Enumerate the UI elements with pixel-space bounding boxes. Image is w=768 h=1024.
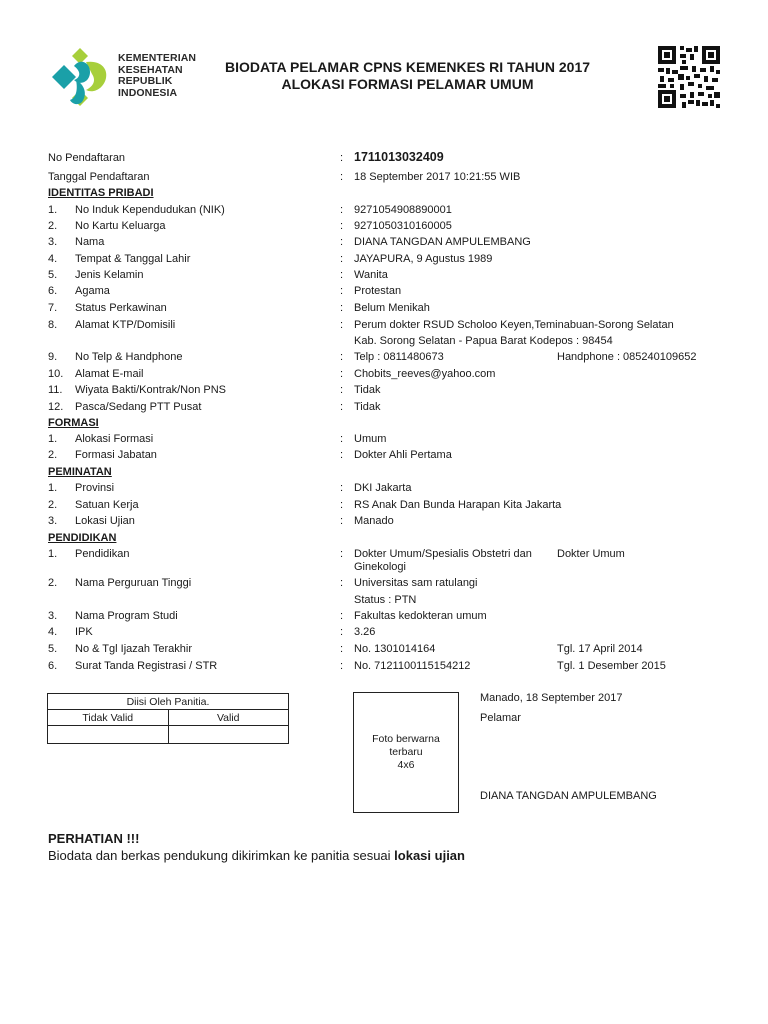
colon: : xyxy=(340,643,344,655)
row-number: 1. xyxy=(48,548,58,560)
panitia-header: Diisi Oleh Panitia. xyxy=(48,694,289,710)
nik-value: 9271054908890001 xyxy=(354,204,452,216)
photo-placeholder xyxy=(353,692,459,813)
colon: : xyxy=(340,152,344,164)
colon: : xyxy=(340,302,344,314)
pendidikan-label: Pendidikan xyxy=(75,548,130,560)
row-number: 2. xyxy=(48,499,58,511)
row-number: 1. xyxy=(48,482,58,494)
row-number: 3. xyxy=(48,236,58,248)
row-number: 4. xyxy=(48,626,58,638)
provinsi-label: Provinsi xyxy=(75,482,115,494)
row-number: 4. xyxy=(48,253,58,265)
logo-text xyxy=(118,53,196,99)
str-label: Surat Tanda Registrasi / STR xyxy=(75,660,218,672)
colon: : xyxy=(340,285,344,297)
colon: : xyxy=(340,515,344,527)
perhatian-title: PERHATIAN !!! xyxy=(48,831,140,846)
perhatian-text: Biodata dan berkas pendukung dikirimkan ke panitia sesuai xyxy=(48,848,395,863)
colon: : xyxy=(340,269,344,281)
panitia-table xyxy=(47,693,289,744)
tidak-valid-cell[interactable] xyxy=(48,726,169,744)
row-number: 3. xyxy=(48,515,58,527)
tanggal-pendaftaran-label: Tanggal Pendaftaran xyxy=(48,171,150,183)
perhatian-body xyxy=(48,848,465,863)
section-identitas: IDENTITAS PRIBADI xyxy=(48,187,154,199)
jenis-kelamin-label: Jenis Kelamin xyxy=(75,269,144,281)
no-pendaftaran-value: 1711013032409 xyxy=(354,150,444,164)
colon: : xyxy=(340,220,344,232)
section-formasi: FORMASI xyxy=(48,417,99,429)
ptt-pusat-label: Pasca/Sedang PTT Pusat xyxy=(75,401,202,413)
kk-value: 9271050310160005 xyxy=(354,220,452,232)
provinsi-value: DKI Jakarta xyxy=(354,482,412,494)
pendidikan-value2: Dokter Umum xyxy=(557,548,625,560)
wiyata-bakti-value: Tidak xyxy=(354,384,381,396)
row-number: 10. xyxy=(48,368,64,380)
logo-line: REPUBLIK xyxy=(118,75,173,87)
tidak-valid-header: Tidak Valid xyxy=(48,710,169,726)
colon: : xyxy=(340,236,344,248)
nama-value: DIANA TANGDAN AMPULEMBANG xyxy=(354,236,531,248)
perguruan-tinggi-status: Status : PTN xyxy=(354,594,417,606)
ptt-pusat-value: Tidak xyxy=(354,401,381,413)
nama-label: Nama xyxy=(75,236,105,248)
kk-label: No Kartu Keluarga xyxy=(75,220,166,232)
jenis-kelamin-value: Wanita xyxy=(354,269,388,281)
ijazah-date: Tgl. 17 April 2014 xyxy=(557,643,643,655)
row-number: 2. xyxy=(48,577,58,589)
colon: : xyxy=(340,368,344,380)
row-number: 7. xyxy=(48,302,58,314)
agama-value: Protestan xyxy=(354,285,402,297)
satuan-kerja-label: Satuan Kerja xyxy=(75,499,139,511)
ipk-label: IPK xyxy=(75,626,93,638)
colon: : xyxy=(340,253,344,265)
colon: : xyxy=(340,548,344,560)
no-pendaftaran-label: No Pendaftaran xyxy=(48,152,126,164)
row-number: 5. xyxy=(48,643,58,655)
nik-label: No Induk Kependudukan (NIK) xyxy=(75,204,225,216)
email-label: Alamat E-mail xyxy=(75,368,144,380)
str-date: Tgl. 1 Desember 2015 xyxy=(557,660,666,672)
pendidikan-value: Dokter Umum/Spesialis Obstetri dan xyxy=(354,548,532,560)
agama-label: Agama xyxy=(75,285,110,297)
pendidikan-value-line2: Ginekologi xyxy=(354,561,406,573)
colon: : xyxy=(340,351,344,363)
ttl-label: Tempat & Tanggal Lahir xyxy=(75,253,191,265)
telp-value: Telp : 0811480673 xyxy=(354,351,444,363)
section-peminatan: PEMINATAN xyxy=(48,466,112,478)
email-value: Chobits_reeves@yahoo.com xyxy=(354,368,496,380)
str-number: No. 7121100115154212 xyxy=(354,660,471,672)
signature-name: DIANA TANGDAN AMPULEMBANG xyxy=(480,790,657,802)
section-pendidikan: PENDIDIKAN xyxy=(48,532,117,544)
document-title xyxy=(210,59,605,93)
telp-label: No Telp & Handphone xyxy=(75,351,183,363)
tanggal-pendaftaran-value: 18 September 2017 10:21:55 WIB xyxy=(354,171,521,183)
logo-line: INDONESIA xyxy=(118,86,178,99)
ministry-logo xyxy=(50,44,210,110)
row-number: 6. xyxy=(48,285,58,297)
satuan-kerja-value: RS Anak Dan Bunda Harapan Kita Jakarta xyxy=(354,499,562,511)
colon: : xyxy=(340,499,344,511)
status-perkawinan-label: Status Perkawinan xyxy=(75,302,167,314)
handphone-value: Handphone : 085240109652 xyxy=(557,351,697,363)
colon: : xyxy=(340,319,344,331)
row-number: 3. xyxy=(48,610,58,622)
perguruan-tinggi-label: Nama Perguruan Tinggi xyxy=(75,577,192,589)
valid-header: Valid xyxy=(168,710,289,726)
ttl-value: JAYAPURA, 9 Agustus 1989 xyxy=(354,253,493,265)
alamat-value-line2: Kab. Sorong Selatan - Papua Barat Kodepos : 98454 xyxy=(354,335,613,347)
alamat-label: Alamat KTP/Domisili xyxy=(75,319,176,331)
lokasi-ujian-value: Manado xyxy=(354,515,394,527)
signature-place-date: Manado, 18 September 2017 xyxy=(480,692,623,704)
photo-caption-line: Foto berwarna xyxy=(372,733,440,745)
status-perkawinan-value: Belum Menikah xyxy=(354,302,430,314)
lokasi-ujian-label: Lokasi Ujian xyxy=(75,515,135,527)
alokasi-formasi-value: Umum xyxy=(354,433,387,445)
colon: : xyxy=(340,626,344,638)
colon: : xyxy=(340,449,344,461)
colon: : xyxy=(340,384,344,396)
formasi-jabatan-label: Formasi Jabatan xyxy=(75,449,157,461)
alamat-value: Perum dokter RSUD Scholoo Keyen,Teminabuan-Sorong Selatan xyxy=(354,319,674,331)
perguruan-tinggi-value: Universitas sam ratulangi xyxy=(354,577,478,589)
colon: : xyxy=(340,433,344,445)
alokasi-formasi-label: Alokasi Formasi xyxy=(75,433,154,445)
ijazah-number: No. 1301014164 xyxy=(354,643,436,655)
row-number: 11. xyxy=(48,384,63,396)
photo-caption-line: 4x6 xyxy=(397,759,415,771)
row-number: 1. xyxy=(48,433,58,445)
perhatian-bold-text: lokasi ujian xyxy=(394,848,465,863)
row-number: 2. xyxy=(48,449,58,461)
program-studi-value: Fakultas kedokteran umum xyxy=(354,610,487,622)
signature-role: Pelamar xyxy=(480,712,521,724)
photo-caption-line: terbaru xyxy=(389,746,423,758)
row-number: 2. xyxy=(48,220,58,232)
photo-caption xyxy=(354,733,458,772)
ijazah-label: No & Tgl Ijazah Terakhir xyxy=(75,643,192,655)
colon: : xyxy=(340,577,344,589)
colon: : xyxy=(340,171,344,183)
row-number: 12. xyxy=(48,401,64,413)
row-number: 1. xyxy=(48,204,58,216)
colon: : xyxy=(340,482,344,494)
row-number: 9. xyxy=(48,351,58,363)
row-number: 6. xyxy=(48,660,58,672)
logo-line: KEMENTERIAN xyxy=(118,52,197,64)
colon: : xyxy=(340,401,344,413)
valid-cell[interactable] xyxy=(168,726,289,744)
colon: : xyxy=(340,610,344,622)
title-line-2: ALOKASI FORMASI PELAMAR UMUM xyxy=(281,76,534,92)
logo-line: KESEHATAN xyxy=(118,63,183,76)
title-line-1: BIODATA PELAMAR CPNS KEMENKES RI TAHUN 2017 xyxy=(224,59,591,75)
ipk-value: 3.26 xyxy=(354,626,376,638)
ministry-emblem-icon xyxy=(50,44,112,110)
qr-code-icon xyxy=(658,46,720,108)
wiyata-bakti-label: Wiyata Bakti/Kontrak/Non PNS xyxy=(75,384,227,396)
program-studi-label: Nama Program Studi xyxy=(75,610,178,622)
colon: : xyxy=(340,660,344,672)
row-number: 8. xyxy=(48,319,58,331)
row-number: 5. xyxy=(48,269,58,281)
formasi-jabatan-value: Dokter Ahli Pertama xyxy=(354,449,452,461)
colon: : xyxy=(340,204,344,216)
